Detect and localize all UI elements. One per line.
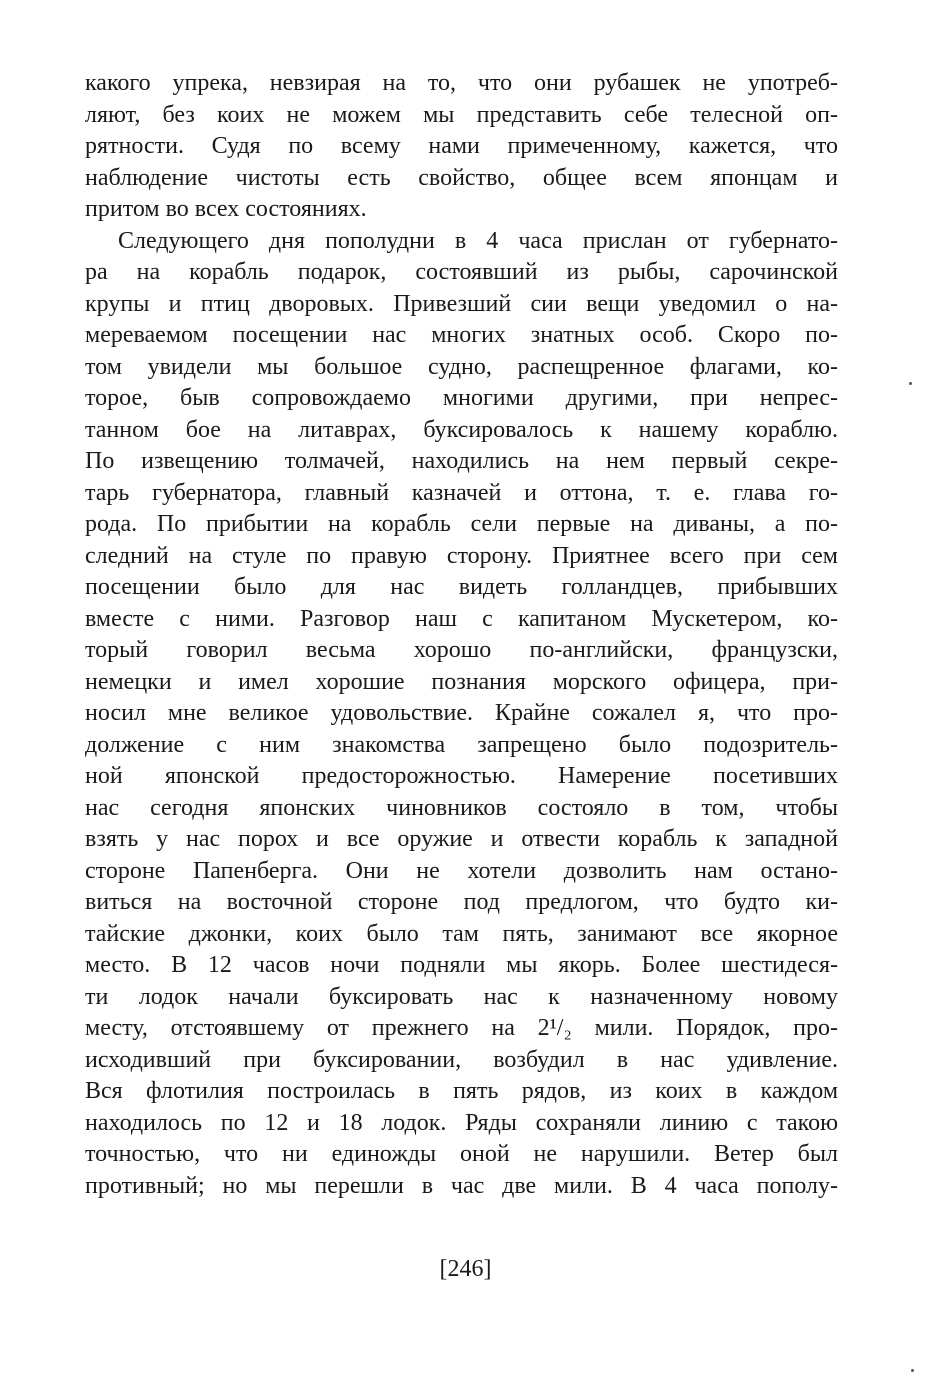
text-line: По извещению толмачей, находились на нем первый секре- <box>85 448 838 474</box>
text-line: стороне Папенберга. Они не хотели дозволить нам остано- <box>85 857 838 884</box>
text-line: взять у нас порох и все оружие и отвести корабль к западной <box>85 826 838 852</box>
text-line: крупы и птиц дворовых. Привезший сии вещи уведомил о на- <box>85 290 838 317</box>
text-line: ти лодок начали буксировать нас к назначенному новому <box>85 983 838 1010</box>
text-line: место. В 12 часов ночи подняли мы якорь. Более шестидеся- <box>85 952 838 978</box>
text-line: танном бое на литаврах, буксировалось к нашему кораблю. <box>85 416 838 443</box>
text-line: носил мне великое удовольствие. Крайне сожалел я, что про- <box>85 700 838 726</box>
text-line: следний на стуле по правую сторону. Приятнее всего при сем <box>85 542 838 569</box>
text-line: исходивший при буксировании, возбудил в нас удивление. <box>85 1046 838 1073</box>
text-line: рода. По прибытии на корабль сели первые на диваны, а по- <box>85 511 838 537</box>
text-line: торое, быв сопровождаемо многими другими, при непрес- <box>85 385 838 411</box>
text-line: противный; но мы перешли в час две мили. В 4 часа пополу- <box>85 1172 838 1199</box>
text-line: вместе с ними. Разговор наш с капитаном Мускетером, ко- <box>85 605 838 632</box>
text-line: ляют, без коих не можем мы представить себе телесной оп- <box>85 101 838 128</box>
text-line: виться на восточной стороне под предлогом, что будто ки- <box>85 889 838 915</box>
text-line: немецки и имел хорошие познания морского офицера, при- <box>85 668 838 695</box>
text-line: точностью, что ни единожды оной не нарушили. Ветер был <box>85 1141 838 1167</box>
text-line: какого упрека, невзирая на то, что они рубашек не употреб- <box>85 70 838 96</box>
scan-speck <box>911 1369 914 1372</box>
text-line: торый говорил весьма хорошо по-английски, французски, <box>85 637 838 663</box>
text-line: ра на корабль подарок, состоявший из рыбы, сарочинской <box>85 259 838 285</box>
text-line: тайские джонки, коих было там пять, занимают все якорное <box>85 920 838 947</box>
text-line: наблюдение чистоты есть свойство, общее всем японцам и <box>85 164 838 191</box>
text-line: притом во всех состояниях. <box>85 196 367 222</box>
text-line: месту, отстоявшему от прежнего на 2¹/₂ мили. Порядок, про- <box>85 1015 838 1041</box>
paragraph <box>85 226 838 1203</box>
page-number: [246] <box>439 1256 492 1282</box>
text-line: Следующего дня пополудни в 4 часа прислан от губернато- <box>118 227 838 254</box>
text-line: находилось по 12 и 18 лодок. Ряды сохраняли линию с такою <box>85 1109 838 1136</box>
text-line: должение с ним знакомства запрещено было подозритель- <box>85 731 838 758</box>
text-line: ной японской предосторожностью. Намерение посетивших <box>85 763 838 789</box>
text-line: Вся флотилия построилась в пять рядов, из коих в каждом <box>85 1078 838 1104</box>
text-line: тарь губернатора, главный казначей и оттона, т. е. глава го- <box>85 479 838 506</box>
text-line: рятности. Судя по всему нами примеченному, кажется, что <box>85 133 838 159</box>
scan-speck <box>909 382 912 385</box>
body-text <box>85 68 838 1202</box>
text-line: посещении было для нас видеть голландцев, прибывших <box>85 574 838 600</box>
text-line: мереваемом посещении нас многих знатных особ. Скоро по- <box>85 322 838 348</box>
text-line: том увидели мы большое судно, распещренное флагами, ко- <box>85 353 838 380</box>
paragraph <box>85 68 838 226</box>
text-line: нас сегодня японских чиновников состояло в том, чтобы <box>85 794 838 821</box>
